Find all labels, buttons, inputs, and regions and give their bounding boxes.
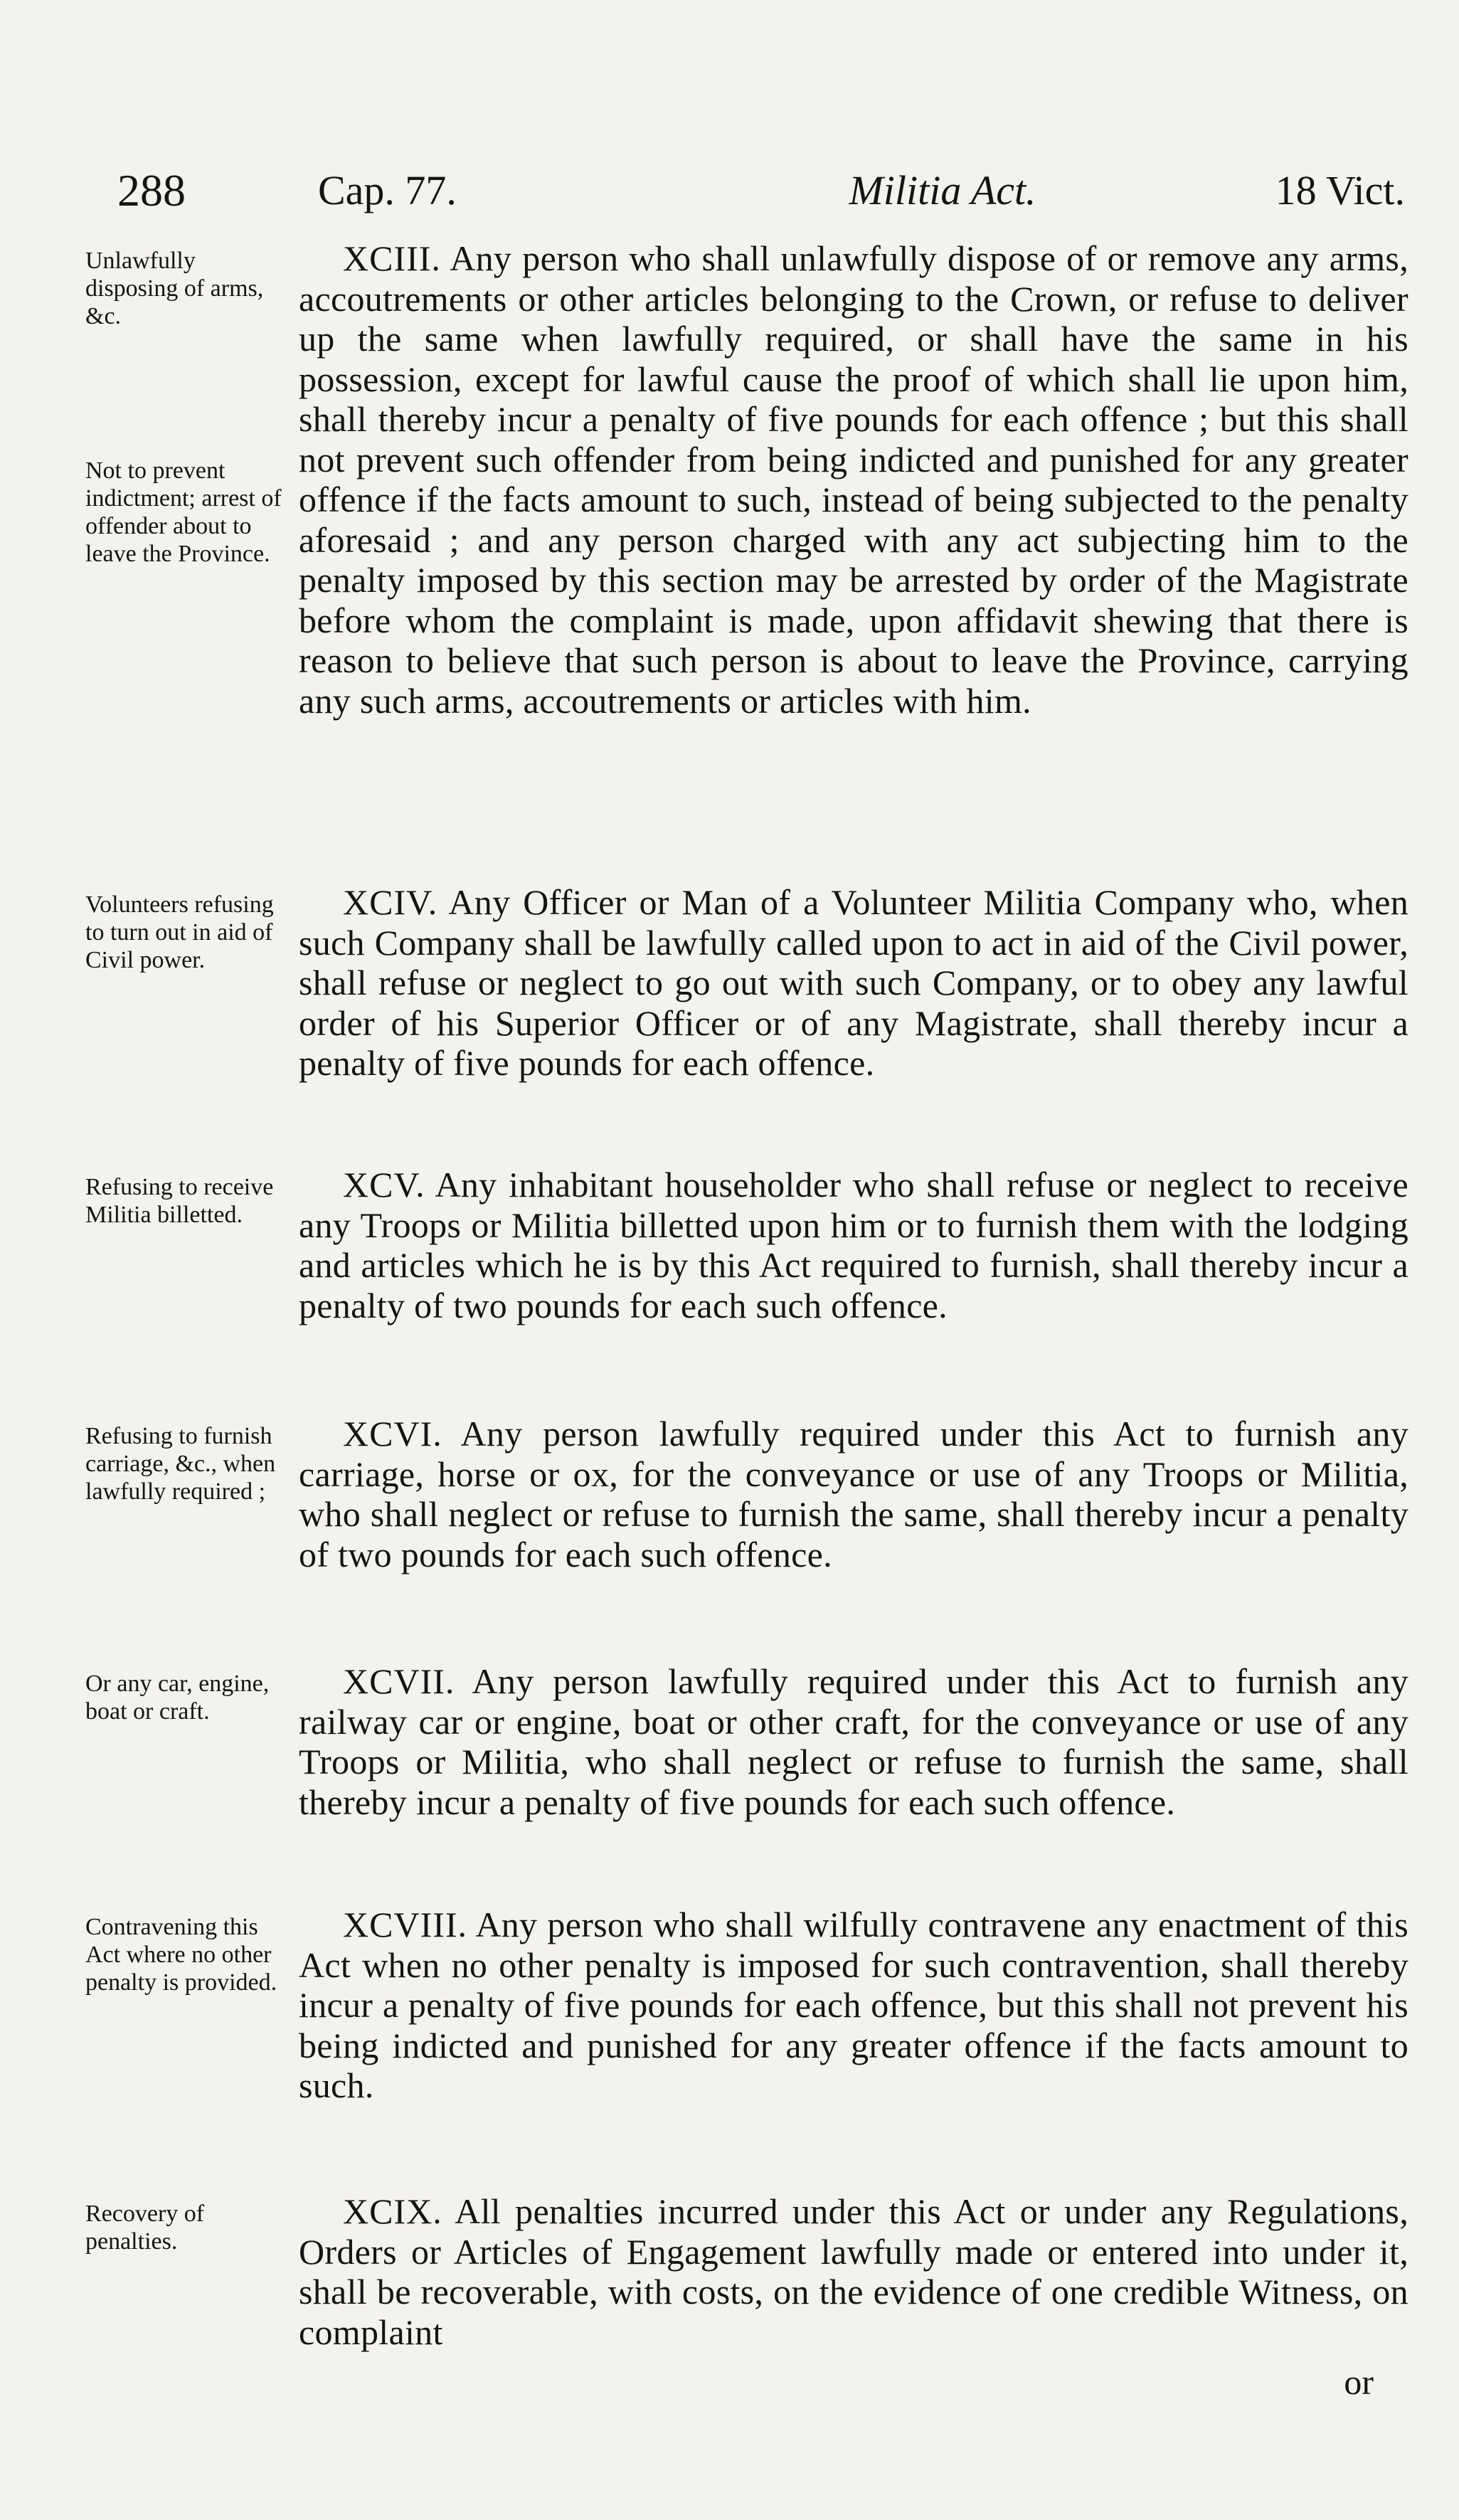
- section-paragraph: [299, 882, 1408, 1084]
- margin-note: [85, 247, 292, 568]
- section-paragraph: [299, 2191, 1408, 2352]
- section-number: XCVI.: [343, 1414, 442, 1454]
- running-head: [117, 162, 1405, 219]
- section-xcv: [85, 1165, 1408, 1361]
- section-xcvi: [85, 1414, 1408, 1610]
- section-number: XCIV.: [343, 882, 438, 922]
- section-xciv: [85, 882, 1408, 1119]
- section-paragraph: [299, 1414, 1408, 1574]
- section-number: XCIX.: [343, 2191, 442, 2231]
- section-paragraph: [299, 1905, 1408, 2106]
- section-text: Any person who shall unlawfully dispose of or remove any arms, accoutrements or other articles belonging to the Crown, or refuse to deliver up the same when lawfully required, or shall have the same in his possession, except for lawful cause the proof of which shall lie upon him, shall thereby incur a penalty of five pounds for each offence ; but this shall not prevent such offender from being indicted and punished for any greater offence if the facts amount to such, instead of being subjected to the penalty aforesaid ; and any person charged with any act subjecting him to the penalty imposed by this section may be arrested by order of the Magistrate before whom the complaint is made, upon affidavit shewing that there is reason to believe that such person is about to leave the Province, carrying any such arms, accoutrements or articles with him.: [299, 238, 1408, 721]
- section-text: Any person lawfully required under this Act to furnish any carriage, horse or ox, for the conveyance or use of any Troops or Militia, who shall neglect or refuse to furnish the same, shall thereby incur a penalty of two pounds for each such offence.: [299, 1414, 1409, 1574]
- section-text: Any Officer or Man of a Volunteer Militia Company who, when such Company shall be lawfully called upon to act in aid of the Civil power, shall refuse or neglect to go out with such Company, or to obey any lawful order of his Superior Officer or of any Magistrate, shall thereby incur a penalty of five pounds for each offence.: [299, 882, 1408, 1083]
- section-text: Any person who shall wilfully contravene any enactment of this Act when no other penalty is imposed for such contravention, shall thereby incur a penalty of five pounds for each offence, but this shall not prevent his being indicted and punished for any greater offence if the facts amount to such.: [299, 1905, 1408, 2105]
- margin-note-line: Not to prevent indictment; arrest of offender about to leave the Province.: [85, 457, 282, 567]
- section-number: XCV.: [343, 1165, 425, 1205]
- margin-note: Refusing to receive Militia billetted.: [85, 1174, 274, 1228]
- section-number: XCIII.: [343, 238, 441, 278]
- margin-note: Refusing to furnish carriage, &c., when lawfully required ;: [85, 1423, 276, 1505]
- margin-note: Volunteers refusing to turn out in aid of Civil power.: [85, 891, 274, 973]
- section-paragraph: [299, 1661, 1408, 1822]
- section-xciii: [85, 238, 1408, 756]
- margin-note-line: Unlawfully disposing of arms, &c.: [85, 248, 264, 329]
- margin-note: Recovery of penalties.: [85, 2201, 205, 2255]
- section-text: Any inhabitant householder who shall refuse or neglect to receive any Troops or Militia billetted upon him or to furnish them with the lodging and articles which he is by this Act required to furnish, shall thereby incur a penalty of two pounds for each such offence.: [299, 1165, 1408, 1325]
- section-xcix: [85, 2191, 1408, 2388]
- margin-note: Or any car, engine, boat or craft.: [85, 1671, 270, 1725]
- section-number: XCVII.: [343, 1661, 455, 1701]
- section-text: All penalties incurred under this Act or under any Regulations, Orders or Articles of Engagement lawfully made or entered into under it, shall be recoverable, with costs, on the evidence of one credible Witness, on complaint: [299, 2191, 1408, 2352]
- section-xcviii: [85, 1905, 1408, 2142]
- regnal-year: 18 Vict.: [1275, 167, 1405, 213]
- section-number: XCVIII.: [343, 1905, 468, 1944]
- section-paragraph: [299, 238, 1408, 721]
- section-text: Any person lawfully required under this Act to furnish any railway car or engine, boat or other craft, for the conveyance or use of any Troops or Militia, who shall neglect or refuse to furnish the same, shall thereby incur a penalty of five pounds for each such offence.: [299, 1661, 1409, 1822]
- chapter-number: Cap. 77.: [318, 167, 457, 213]
- page-number: 288: [117, 165, 186, 216]
- section-xcvii: [85, 1661, 1408, 1858]
- catchword: or: [1344, 2362, 1374, 2402]
- section-paragraph: [299, 1165, 1408, 1325]
- act-title: Militia Act.: [849, 167, 1036, 213]
- margin-note: Contravening this Act where no other penalty is provided.: [85, 1914, 277, 1996]
